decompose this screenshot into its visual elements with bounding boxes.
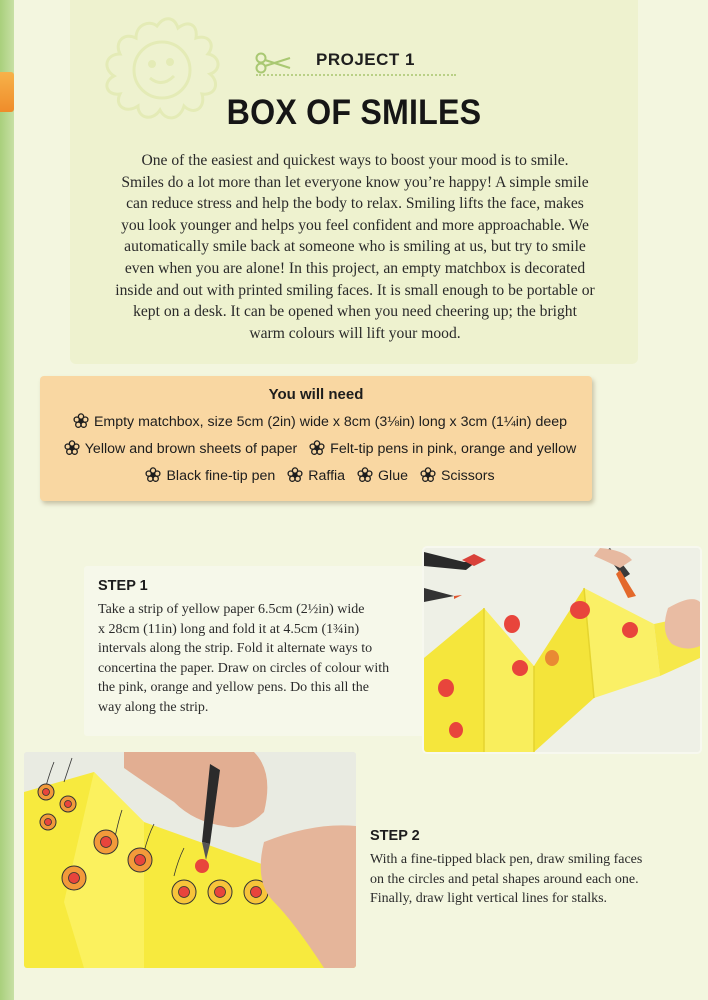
intro-line: even when you are alone! In this project, an empty matchbox is decorated	[124, 259, 586, 277]
material-item: Yellow and brown sheets of paper	[84, 441, 298, 457]
materials-title: You will need	[268, 386, 364, 403]
step2-panel	[356, 808, 686, 948]
step1-line: x 28cm (11in) long and fold it at 4.5cm (1¾in)	[98, 621, 360, 637]
step2-text	[370, 850, 686, 909]
intro-line: you look younger and helps you feel confident and more approachable. We	[121, 216, 589, 234]
page-title: BOX OF SMILES	[226, 93, 482, 132]
folded-paper-dots-illustration	[424, 548, 700, 752]
step1-line: the pink, orange and yellow pens. Do this all the	[98, 680, 369, 696]
step1-photo	[424, 548, 700, 752]
step1-line: Take a strip of yellow paper 6.5cm (2½in) wide	[98, 602, 365, 617]
step1-text	[98, 600, 420, 718]
step1-line: concertina the paper. Draw on circles of colour with	[98, 660, 390, 676]
intro-line: warm colours will lift your mood.	[249, 324, 461, 342]
step1-line: intervals along the strip. Fold it alternate ways to	[98, 641, 373, 657]
flower-icon	[420, 467, 436, 483]
flower-icon	[145, 467, 161, 483]
material-item: Empty matchbox, size 5cm (2in) wide x 8cm (3⅛in) long x 3cm (1¼in) deep	[93, 414, 568, 430]
intro-line: automatically smile back at someone who is smiling at us, but try to smile	[124, 238, 586, 256]
intro-line: kept on a desk. It can be opened when you need cheering up; the bright	[133, 303, 577, 321]
material-item: Black fine-tip pen	[166, 468, 276, 484]
materials-line	[40, 413, 592, 430]
dotted-divider	[256, 74, 456, 76]
intro-paragraph	[92, 150, 618, 344]
material-item: Glue	[378, 468, 408, 484]
material-item: Felt-tip pens in pink, orange and yellow	[330, 441, 577, 457]
flower-icon	[309, 440, 325, 456]
step2-line: on the circles and petal shapes around each one.	[370, 871, 639, 887]
flowers-drawing-illustration	[24, 752, 356, 968]
step1-line: way along the strip.	[98, 699, 209, 715]
intro-line: inside and out with printed smiling faces. It is small enough to be portable or	[115, 281, 595, 299]
flower-icon	[73, 413, 89, 429]
material-item: Raffia	[308, 468, 346, 484]
materials-box	[40, 376, 592, 501]
step2-line: With a fine-tipped black pen, draw smiling faces	[370, 852, 643, 867]
project-header	[250, 48, 460, 78]
intro-line: can reduce stress and help the body to relax. Smiling lifts the face, makes	[126, 195, 584, 213]
materials-line	[40, 467, 592, 484]
intro-line: Smiles do a lot more than let everyone know you’re happy! A simple smile	[121, 173, 589, 191]
section-tab	[0, 72, 14, 112]
scissors-icon	[254, 52, 294, 74]
page-edge-strip	[0, 0, 14, 1000]
step1-heading: STEP 1	[98, 578, 148, 594]
materials-line	[40, 440, 592, 457]
intro-line: One of the easiest and quickest ways to boost your mood is to smile.	[141, 152, 569, 169]
project-label: PROJECT 1	[316, 50, 415, 69]
flower-icon	[287, 467, 303, 483]
flower-icon	[357, 467, 373, 483]
step2-heading: STEP 2	[370, 828, 420, 844]
step2-photo	[24, 752, 356, 968]
step2-line: Finally, draw light vertical lines for stalks.	[370, 891, 608, 907]
material-item: Scissors	[440, 468, 495, 484]
flower-icon	[64, 440, 80, 456]
step1-panel	[84, 566, 424, 736]
